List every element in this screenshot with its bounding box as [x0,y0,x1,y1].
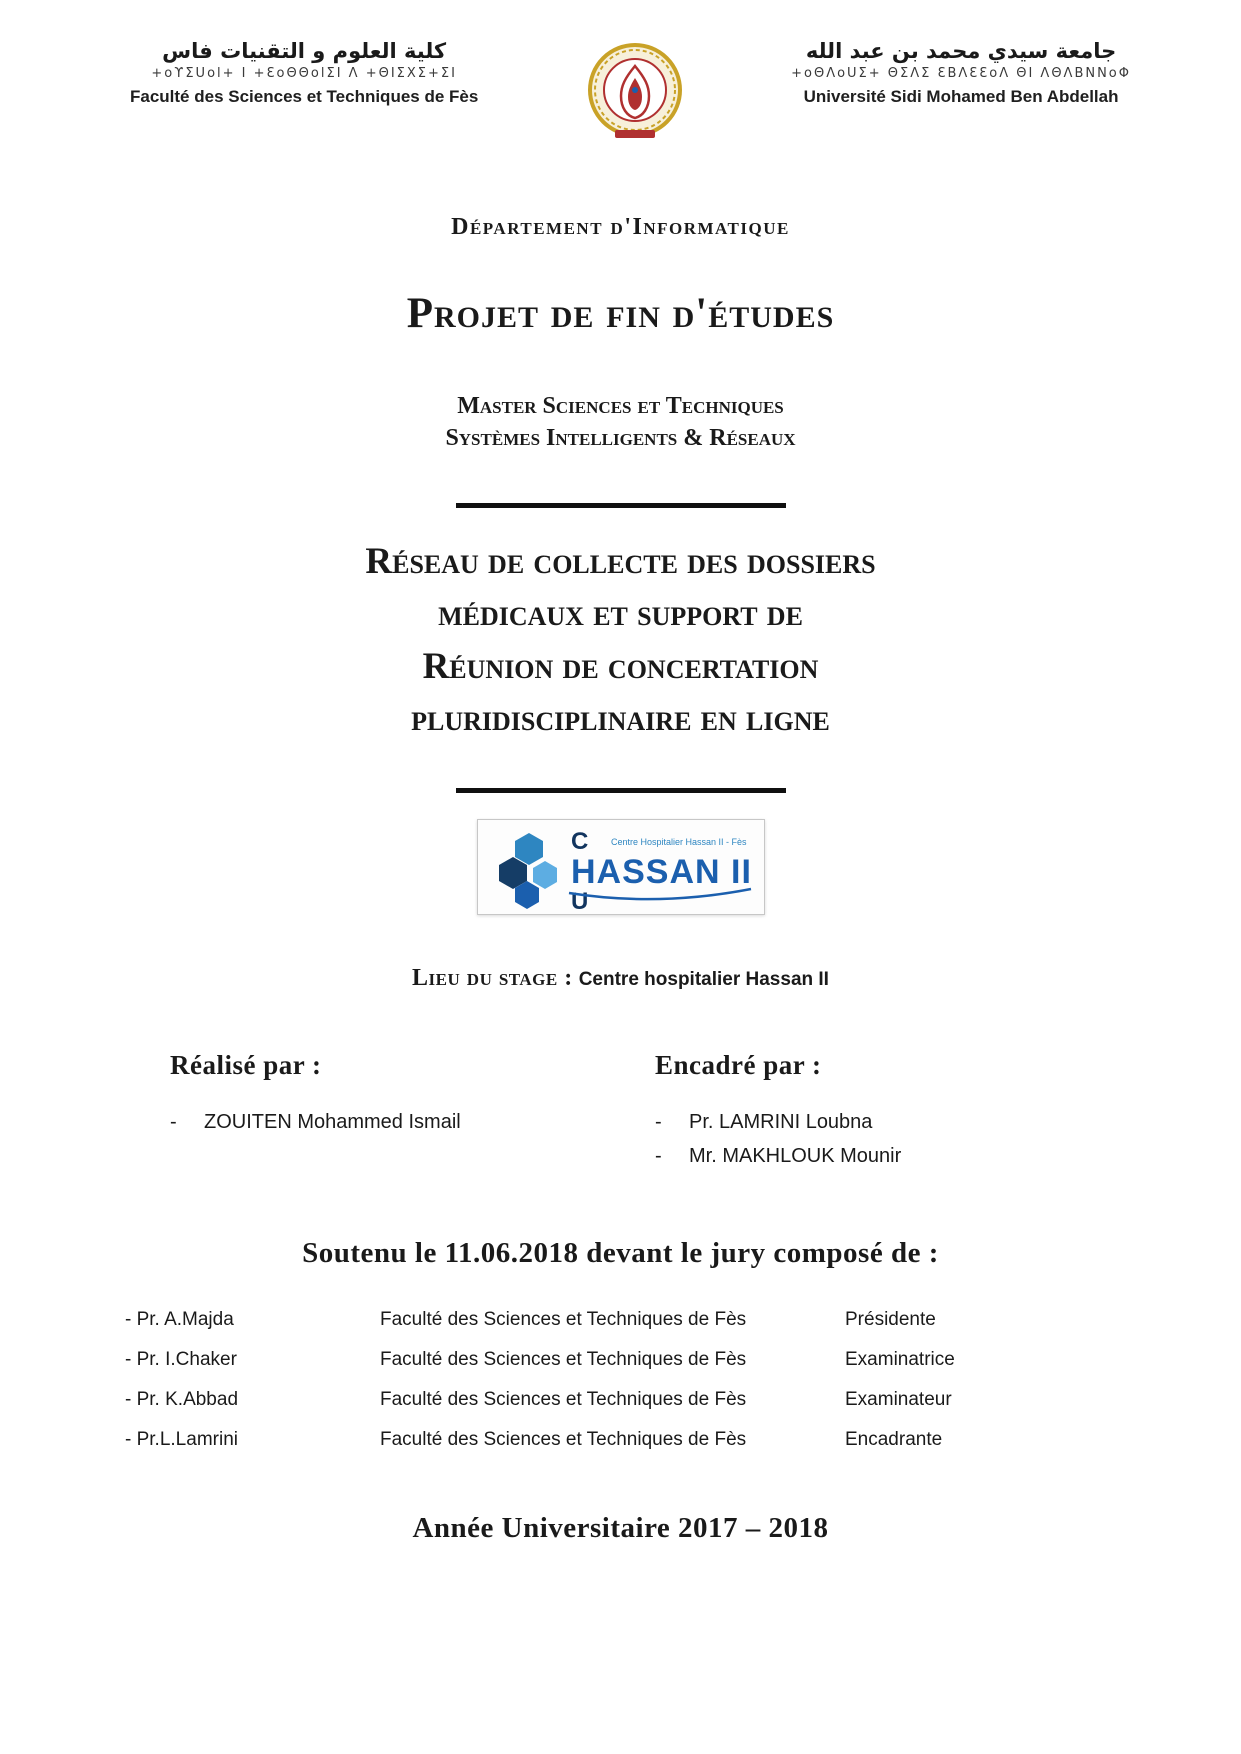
jury-member-institution: Faculté des Sciences et Techniques de Fès [380,1388,747,1410]
jury-member-name: - Pr. A.Majda [125,1308,234,1330]
divider-top [456,503,786,508]
university-tifinagh-name: +oΘΛoUΣ+ ΘΣΛΣ ƐΒΛƐƐoΛ ΘI ΛΘΛΒΝΝoΦ [791,66,1131,82]
university-french-name: Université Sidi Mohamed Ben Abdellah [803,86,1119,106]
people-section [0,1050,1241,1175]
thesis-title-line-4: pluridisciplinaire en ligne [411,698,830,740]
thesis-title-line-3: Réunion de concertation [422,645,819,687]
university-seal-logo [585,38,685,148]
realise-label: Réalisé par : [170,1049,322,1080]
author-name: ZOUITEN Mohammed Ismail [204,1110,461,1133]
jury-member-role: Examinateur [845,1388,952,1410]
list-item [655,1107,1091,1137]
list-item [655,1141,1091,1171]
chu-hassan2-logo [477,819,765,915]
supervisor-name: Mr. MAKHLOUK Mounir [689,1144,902,1167]
program-line-2: Systèmes Intelligents & Réseaux [445,425,796,452]
faculty-block [130,38,478,107]
page-header [0,0,1241,148]
university-arabic-name: جامعة سيدي محمد بن عبد الله [805,39,1117,63]
jury-member-role: Présidente [845,1308,936,1330]
jury-member-institution: Faculté des Sciences et Techniques de Fès [380,1428,747,1450]
jury-member-name: - Pr. K.Abbad [125,1388,239,1410]
jury-member-role: Encadrante [845,1428,943,1450]
chu-subtitle: Centre Hospitalier Hassan II - Fès [610,836,747,847]
internship-location-value: Centre hospitalier Hassan II [578,968,829,990]
jury-heading: Soutenu le 11.06.2018 devant le jury composé de : [302,1236,939,1269]
realise-column [170,1050,600,1175]
internship-location-label: Lieu du stage : [412,964,573,991]
list-dash: - [170,1110,177,1133]
list-dash: - [655,1110,662,1133]
chu-name: HASSAN II [570,852,752,891]
document-type-title: Projet de fin d'études [406,290,835,337]
thesis-title-line-1: Réseau de collecte des dossiers [365,540,876,582]
table-row [125,1340,1101,1380]
table-row [125,1380,1101,1420]
faculty-arabic-name: كلية العلوم و التقنيات فاس [162,39,447,63]
chu-letter-c: C [570,827,588,855]
university-seal-icon [585,38,685,148]
realise-list [170,1107,600,1137]
chu-letter-u: U [570,887,588,911]
jury-member-name: - Pr. I.Chaker [125,1348,237,1370]
jury-member-role: Examinatrice [845,1348,955,1370]
table-row [125,1300,1101,1340]
jury-member-institution: Faculté des Sciences et Techniques de Fès [380,1308,747,1330]
internship-location [0,965,1241,992]
divider-bottom [456,788,786,793]
jury-table [0,1300,1241,1460]
academic-year: Année Universitaire 2017 – 2018 [412,1511,829,1544]
university-block [791,38,1131,107]
jury-member-institution: Faculté des Sciences et Techniques de Fès [380,1348,747,1370]
chu-hassan2-logo-icon [483,823,759,911]
faculty-french-name: Faculté des Sciences et Techniques de Fès [130,86,479,106]
faculty-tifinagh-name: +oϒΣUol+ I +ƐoΘΘolΣI Λ +ΘIΣΧΣ+ΣI [151,66,457,82]
supervisor-name: Pr. LAMRINI Loubna [689,1110,873,1133]
program-line-1: Master Sciences et Techniques [457,393,784,419]
table-row [125,1420,1101,1460]
jury-member-name: - Pr.L.Lamrini [125,1428,238,1450]
thesis-title [0,536,1241,746]
department-title: Département d'Informatique [451,214,790,240]
list-item [170,1107,600,1137]
encadre-list [655,1107,1091,1171]
thesis-title-line-2: médicaux et support de [438,593,803,635]
list-dash: - [655,1144,662,1167]
encadre-column [600,1050,1091,1175]
encadre-label: Encadré par : [655,1049,822,1080]
program-block [0,390,1241,455]
